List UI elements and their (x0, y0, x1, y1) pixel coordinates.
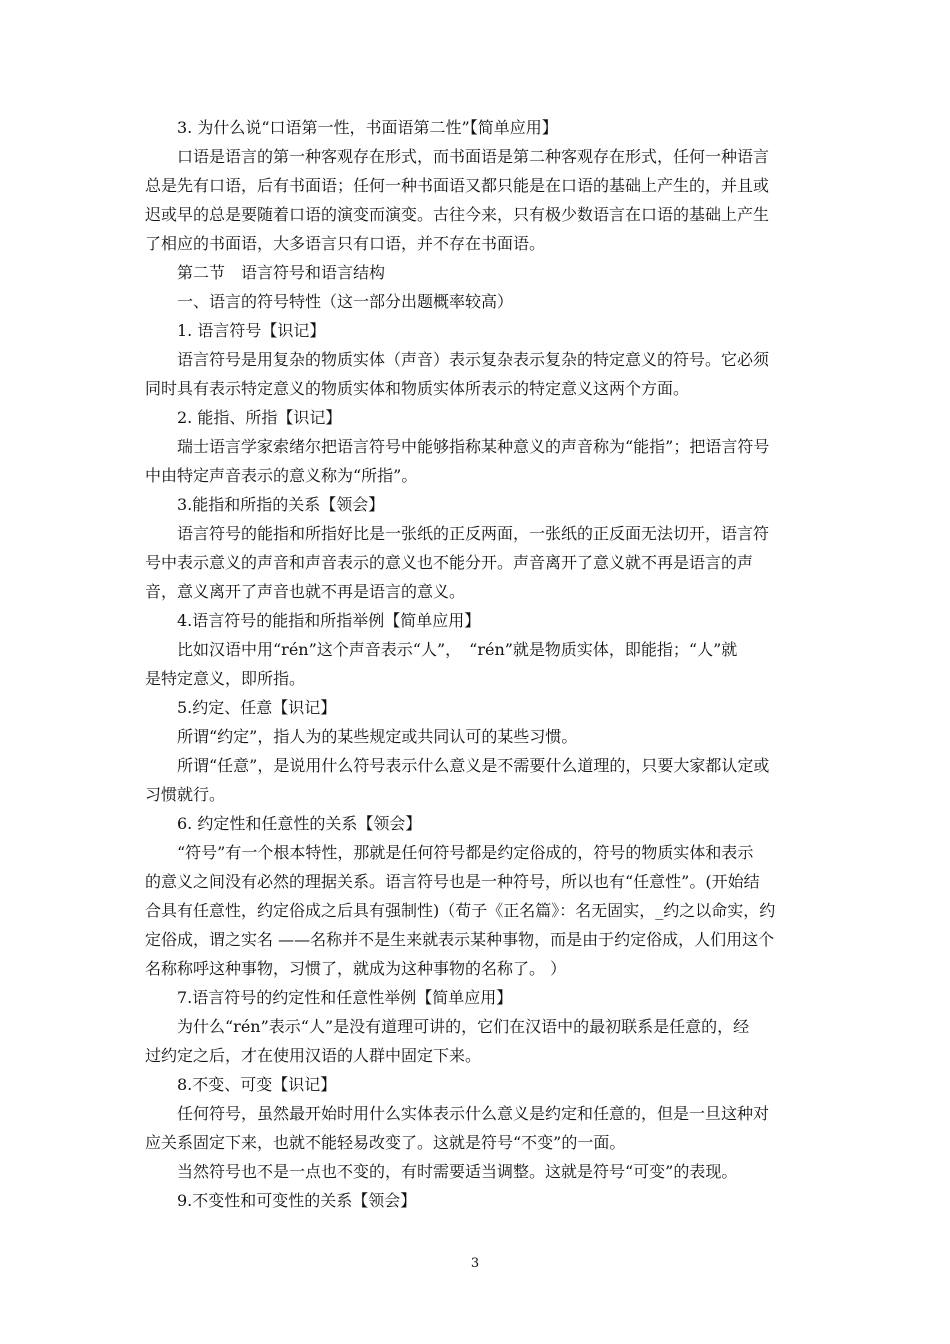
text-line: 8.不变、可变【识记】 (177, 1075, 337, 1094)
text-line: 7.语言符号的约定性和任意性举例【简单应用】 (177, 988, 513, 1007)
heading-2 (145, 403, 807, 432)
page-number: 3 (470, 1256, 480, 1271)
para-6 (145, 838, 807, 983)
para-1 (145, 345, 807, 403)
text-line: 一、语言的符号特性（这一部分出题概率较高） (177, 292, 514, 311)
text-line: 同时具有表示特定意义的物质实体和物质实体所表示的特定意义这两个方面。 (145, 379, 690, 398)
text-line: 语言符号的能指和所指好比是一张纸的正反两面，一张纸的正反面无法切开，语言符 (177, 524, 770, 543)
heading-9 (145, 1186, 807, 1215)
para-5a (145, 722, 807, 751)
text-line: 1. 语言符号【识记】 (177, 321, 326, 340)
heading-6 (145, 809, 807, 838)
text-line: 第二节 语言符号和语言结构 (177, 263, 386, 282)
text-line: 当然符号也不是一点也不变的，有时需要适当调整。这就是符号“可变”的表现。 (177, 1162, 738, 1181)
text-line: 号中表示意义的声音和声音表示的意义也不能分开。声音离开了意义就不再是语言的声 (145, 553, 754, 572)
text-line: 4.语言符号的能指和所指举例【简单应用】 (177, 611, 481, 630)
text-line: 口语是语言的第一种客观存在形式，而书面语是第二种客观存在形式，任何一种语言 (177, 147, 770, 166)
text-line: 应关系固定下来，也就不能轻易改变了。这就是符号“不变”的一面。 (145, 1133, 626, 1152)
text-line: 音，意义离开了声音也就不再是语言的意义。 (145, 582, 466, 601)
text-line: 所谓“约定”，指人为的某些规定或共同认可的某些习惯。 (177, 727, 578, 746)
para-2 (145, 432, 807, 490)
text-line: 是特定意义，即所指。 (145, 669, 306, 688)
text-line: 合具有任意性，约定俗成之后具有强制性)（荀子《正名篇》：名无固实，_约之以命实，约 (145, 901, 776, 920)
text-line: 9.不变性和可变性的关系【领会】 (177, 1191, 417, 1210)
para-8b (145, 1157, 807, 1186)
heading-7 (145, 983, 807, 1012)
text-line: 5.约定、任意【识记】 (177, 698, 337, 717)
text-line: 定俗成，谓之实名 ——名称并不是生来就表示某种事物，而是由于约定俗成，人们用这个 (145, 930, 775, 949)
text-line: 所谓“任意”，是说用什么符号表示什么意义是不需要什么道理的，只要大家都认定或 (177, 756, 770, 775)
text-line: 过约定之后，才在使用汉语的人群中固定下来。 (145, 1046, 482, 1065)
heading-spoken-first (145, 113, 807, 142)
para-7 (145, 1012, 807, 1070)
heading-1 (145, 316, 807, 345)
para-spoken-first (145, 142, 807, 258)
text-line: 迟或早的总是要随着口语的演变而演变。古往今来，只有极少数语言在口语的基础上产生 (145, 205, 770, 224)
heading-8 (145, 1070, 807, 1099)
text-line: 语言符号是用复杂的物质实体（声音）表示复杂表示复杂的特定意义的符号。它必须 (177, 350, 770, 369)
document-body (145, 113, 807, 1215)
para-8a (145, 1099, 807, 1157)
text-line: 中由特定声音表示的意义称为“所指”。 (145, 466, 418, 485)
text-line: 任何符号，虽然最开始时用什么实体表示什么意义是约定和任意的，但是一旦这种对 (177, 1104, 770, 1123)
text-line: 3. 为什么说“口语第一性，书面语第二性”【简单应用】 (177, 118, 558, 137)
para-3 (145, 519, 807, 606)
text-line: 3.能指和所指的关系【领会】 (177, 495, 385, 514)
heading-4 (145, 606, 807, 635)
text-line: 了相应的书面语，大多语言只有口语，并不存在书面语。 (145, 234, 546, 253)
section-title (145, 258, 807, 287)
text-line: 名称称呼这种事物，习惯了，就成为这种事物的名称了。 ） (145, 959, 567, 978)
text-line: 比如汉语中用“rén”这个声音表示“人”， “rén”就是物质实体，即能指；“人”就 (177, 640, 738, 659)
text-line: 2. 能指、所指【识记】 (177, 408, 342, 427)
para-4 (145, 635, 807, 693)
text-line: 为什么“rén”表示“人”是没有道理可讲的，它们在汉语中的最初联系是任意的，经 (177, 1017, 750, 1036)
heading-5 (145, 693, 807, 722)
heading-3 (145, 490, 807, 519)
text-line: 瑞士语言学家索绪尔把语言符号中能够指称某种意义的声音称为“能指”；把语言符号 (177, 437, 770, 456)
subsection-title (145, 287, 807, 316)
text-line: 习惯就行。 (145, 785, 226, 804)
text-line: 6. 约定性和任意性的关系【领会】 (177, 814, 422, 833)
text-line: 的意义之间没有必然的理据关系。语言符号也是一种符号，所以也有“任意性”。(开始结 (145, 872, 760, 891)
text-line: 总是先有口语，后有书面语；任何一种书面语又都只能是在口语的基础上产生的，并且或 (145, 176, 770, 195)
text-line: “符号”有一个根本特性，那就是任何符号都是约定俗成的，符号的物质实体和表示 (177, 843, 754, 862)
para-5b (145, 751, 807, 809)
